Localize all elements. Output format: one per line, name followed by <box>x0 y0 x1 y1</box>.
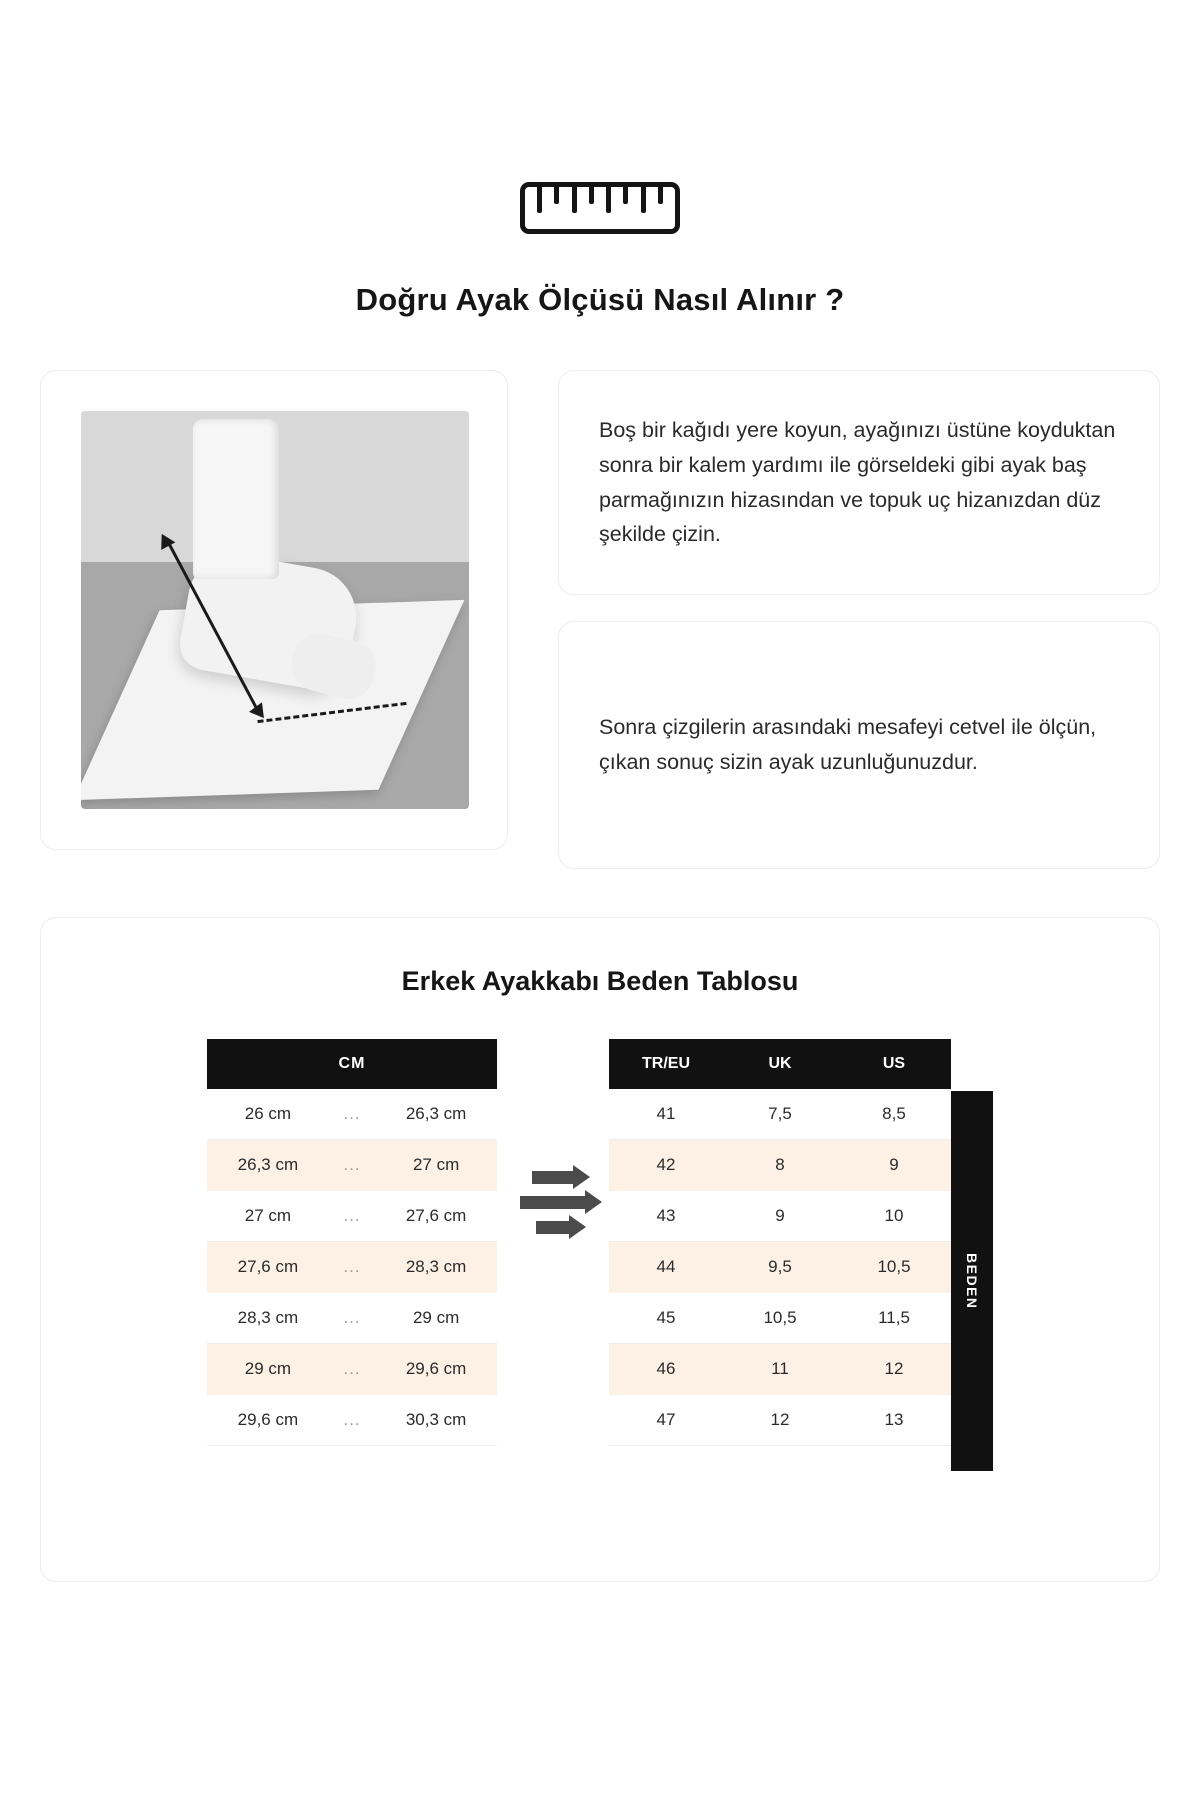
ruler-ticks <box>525 187 675 229</box>
table-row <box>207 1191 497 1242</box>
arrow-right-icon <box>532 1171 574 1184</box>
table-row <box>207 1344 497 1395</box>
table-row <box>609 1140 951 1191</box>
size-us: 10 <box>837 1191 951 1242</box>
cm-table-header-row <box>207 1039 497 1089</box>
arrows-group <box>497 1039 609 1234</box>
table-row <box>609 1344 951 1395</box>
size-eu: 43 <box>609 1191 723 1242</box>
measure-dash-head-icon <box>248 702 264 720</box>
cm-from: 29,6 cm <box>207 1395 329 1446</box>
cm-from: 28,3 cm <box>207 1293 329 1344</box>
cm-to: 29 cm <box>375 1293 497 1344</box>
cm-dots: ... <box>329 1242 375 1293</box>
cm-to: 27,6 cm <box>375 1191 497 1242</box>
beden-side-label-text: BEDEN <box>964 1252 980 1310</box>
cm-to: 28,3 cm <box>375 1242 497 1293</box>
cm-dots: ... <box>329 1140 375 1191</box>
photo-card <box>40 370 508 850</box>
cm-dots: ... <box>329 1395 375 1446</box>
cm-dots: ... <box>329 1344 375 1395</box>
size-header-us: US <box>837 1039 951 1089</box>
cm-from: 27 cm <box>207 1191 329 1242</box>
ruler-icon-container <box>0 0 1200 234</box>
table-row <box>207 1293 497 1344</box>
size-us: 8,5 <box>837 1089 951 1140</box>
cm-to: 27 cm <box>375 1140 497 1191</box>
cm-from: 26,3 cm <box>207 1140 329 1191</box>
instruction-text-1: Boş bir kağıdı yere koyun, ayağınızı üstüne koyduktan sonra bir kalem yardımı ile görseldeki gibi ayak baş parmağınızın hizasından ve topuk uç hizanızdan düz şekilde çizin. <box>599 417 1116 547</box>
cm-dots: ... <box>329 1293 375 1344</box>
table-row <box>207 1395 497 1446</box>
table-row <box>207 1089 497 1140</box>
cm-dots: ... <box>329 1089 375 1140</box>
size-uk: 10,5 <box>723 1293 837 1344</box>
size-header-uk: UK <box>723 1039 837 1089</box>
cm-to: 26,3 cm <box>375 1089 497 1140</box>
cm-table <box>207 1039 497 1446</box>
cm-dots: ... <box>329 1191 375 1242</box>
size-eu: 42 <box>609 1140 723 1191</box>
ruler-icon <box>520 182 680 234</box>
size-header-eu: TR/EU <box>609 1039 723 1089</box>
table-row <box>207 1242 497 1293</box>
instruction-card-2 <box>558 621 1160 869</box>
size-table-header-row <box>609 1039 951 1089</box>
instruction-card-1 <box>558 370 1160 595</box>
size-us: 13 <box>837 1395 951 1446</box>
size-table-card <box>40 917 1160 1582</box>
size-us: 9 <box>837 1140 951 1191</box>
size-us: 12 <box>837 1344 951 1395</box>
size-uk: 9 <box>723 1191 837 1242</box>
size-eu: 46 <box>609 1344 723 1395</box>
page-title: Doğru Ayak Ölçüsü Nasıl Alınır ? <box>355 282 845 317</box>
cm-to: 30,3 cm <box>375 1395 497 1446</box>
size-eu: 44 <box>609 1242 723 1293</box>
size-eu: 47 <box>609 1395 723 1446</box>
table-row <box>609 1089 951 1140</box>
size-uk: 11 <box>723 1344 837 1395</box>
top-section <box>40 370 1160 869</box>
table-row <box>609 1293 951 1344</box>
size-uk: 9,5 <box>723 1242 837 1293</box>
size-table-title: Erkek Ayakkabı Beden Tablosu <box>401 966 799 996</box>
cm-table-header: CM <box>207 1039 497 1089</box>
cm-from: 26 cm <box>207 1089 329 1140</box>
size-uk: 12 <box>723 1395 837 1446</box>
size-uk: 8 <box>723 1140 837 1191</box>
table-row <box>609 1191 951 1242</box>
foot-measure-photo <box>81 411 469 809</box>
instruction-text-2: Sonra çizgilerin arasındaki mesafeyi cetvel ile ölçün, çıkan sonuç sizin ayak uzunluğunuzdur. <box>599 715 1097 774</box>
table-row <box>609 1242 951 1293</box>
table-row <box>207 1140 497 1191</box>
cm-from: 29 cm <box>207 1344 329 1395</box>
size-eu: 45 <box>609 1293 723 1344</box>
photo-leg-sock <box>193 419 279 579</box>
instructions-column <box>558 370 1160 869</box>
size-table <box>609 1039 951 1446</box>
size-eu: 41 <box>609 1089 723 1140</box>
size-uk: 7,5 <box>723 1089 837 1140</box>
arrow-right-icon <box>520 1196 586 1209</box>
arrow-right-icon <box>536 1221 570 1234</box>
size-us: 10,5 <box>837 1242 951 1293</box>
tables-row <box>41 1039 1159 1471</box>
cm-to: 29,6 cm <box>375 1344 497 1395</box>
beden-side-label <box>951 1091 993 1471</box>
cm-from: 27,6 cm <box>207 1242 329 1293</box>
size-us: 11,5 <box>837 1293 951 1344</box>
table-row <box>609 1395 951 1446</box>
